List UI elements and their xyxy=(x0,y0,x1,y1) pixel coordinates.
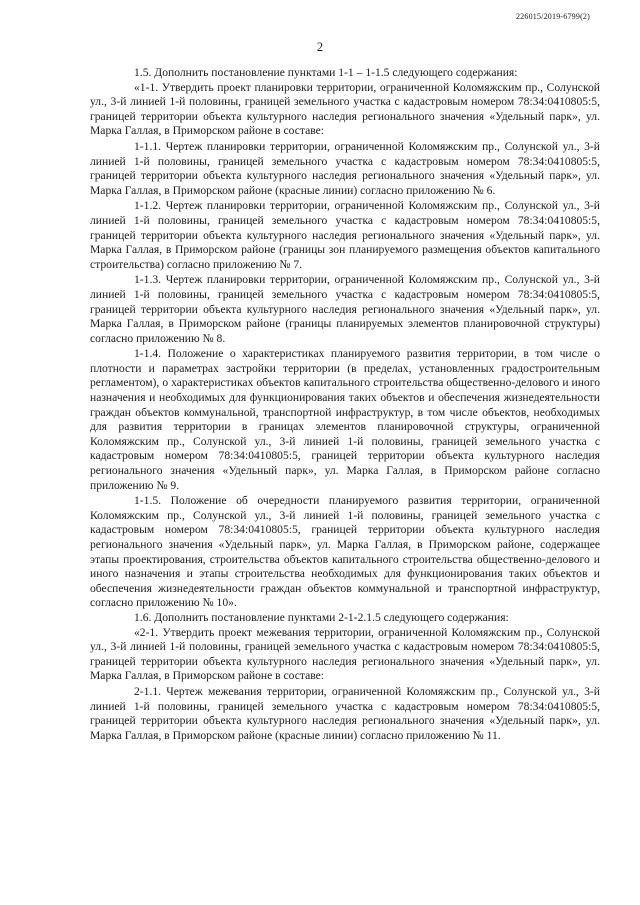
paragraph-1-1-3: 1-1.3. Чертеж планировки территории, ограниченной Коломяжским пр., Солунской ул., 3-й линией 1-й половины, границей земельного участка с кадастровым номером 78:34:0410805:5, границей территории объекта культурного наследия регионального значения «Удельный парк», ул. Марка Галлая, в Приморском районе (границы планируемых элементов планировочной структуры) согласно приложению № 8. xyxy=(90,273,600,345)
paragraph-1-1-4: 1-1.4. Положение о характеристиках планируемого развития территории, в том числе о плотности и параметрах застройки территории (в пределах, установленных градостроительным регламентом), о характеристиках объектов капитального строительства общественно-делового и иного назначения и необходимых для функционирования таких объектов и обеспечения жизнедеятельности граждан объектов коммунальной, транспортной инфраструктур, в том числе объектов, необходимых для развития территории в границах элементов планировочной структуры, ограниченной Коломяжским пр., Солунской ул., 3-й линией 1-й половины, границей земельного участка с кадастровым номером 78:34:0410805:5, границей территории объекта культурного наследия регионального значения «Удельный парк», ул. Марка Галлая, в Приморском районе согласно приложению № 9. xyxy=(90,347,600,492)
document-body xyxy=(90,66,600,743)
paragraph-1-1-5: 1-1.5. Положение об очередности планируемого развития территории, ограниченной Коломяжским пр., Солунской ул., 3-й линией 1-й половины, границей земельного участка с кадастровым номером 78:34:0410805:5, границей территории объекта культурного наследия регионального значения «Удельный парк», ул. Марка Галлая, в Приморском районе, содержащее этапы проектирования, строительства объектов капитального строительства общественно-делового и иного назначения и этапы строительства необходимых для функционирования таких объектов и обеспечения жизнедеятельности граждан объектов коммунальной и транспортной инфраструктур, согласно приложению № 10». xyxy=(90,494,600,610)
paragraph-1-5: 1.5. Дополнить постановление пунктами 1-1 – 1-1.5 следующего содержания: xyxy=(134,66,518,79)
paragraph-2-1-1: 2-1.1. Чертеж межевания территории, ограниченной Коломяжским пр., Солунской ул., 3-й линией 1-й половины, границей земельного участка с кадастровым номером 78:34:0410805:5, границей территории объекта культурного наследия регионального значения «Удельный парк», ул. Марка Галлая, в Приморском районе (красные линии) согласно приложению № 11. xyxy=(90,684,600,742)
paragraph-2-1: «2-1. Утвердить проект межевания территории, ограниченной Коломяжским пр., Солунской ул., 3-й линией 1-й половины, границей земельного участка с кадастровым номером 78:34:0410805:5, границей территории объекта культурного наследия регионального значения «Удельный парк», ул. Марка Галлая, в Приморском районе в составе: xyxy=(90,625,600,683)
page-number: 2 xyxy=(316,40,324,54)
paragraph-1-1-1: 1-1.1. Чертеж планировки территории, ограниченной Коломяжским пр., Солунской ул., 3-й линией 1-й половины, границей земельного участка с кадастровым номером 78:34:0410805:5, границей территории объекта культурного наследия регионального значения «Удельный парк», ул. Марка Галлая, в Приморском районе (красные линии) согласно приложению № 6. xyxy=(90,139,600,197)
paragraph-1-6: 1.6. Дополнить постановление пунктами 2-1-2.1.5 следующего содержания: xyxy=(134,610,509,624)
paragraph-1-1-2: 1-1.2. Чертеж планировки территории, ограниченной Коломяжским пр., Солунской ул., 3-й линией 1-й половины, границей земельного участка с кадастровым номером 78:34:0410805:5, границей территории объекта культурного наследия регионального значения «Удельный парк», ул. Марка Галлая, в Приморском районе (границы зон планируемого размещения объектов капитального строительства) согласно приложению № 7. xyxy=(90,199,600,271)
document-registration-number: 226015/2019-6799(2) xyxy=(515,12,590,21)
paragraph-1-1: «1-1. Утвердить проект планировки территории, ограниченной Коломяжским пр., Солунской ул., 3-й линией 1-й половины, границей земельного участка с кадастровым номером 78:34:0410805:5, границей территории объекта культурного наследия регионального значения «Удельный парк», ул. Марка Галлая, в Приморском районе в составе: xyxy=(90,80,600,138)
